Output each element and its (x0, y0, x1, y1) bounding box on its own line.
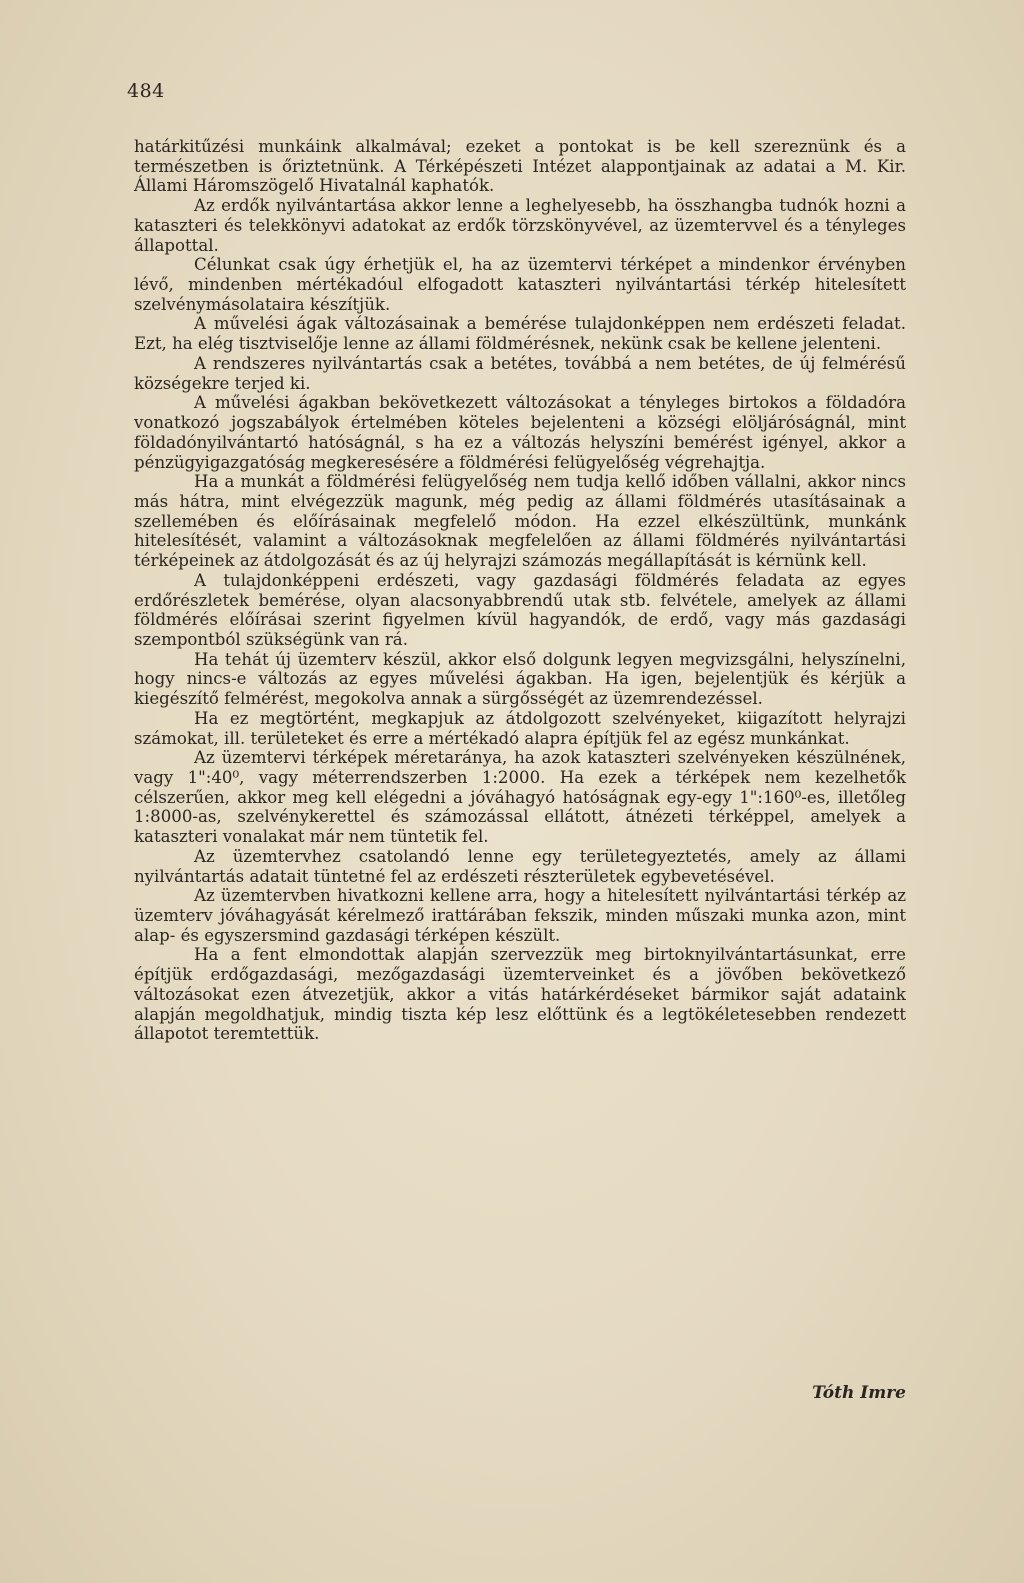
paragraph: Az üzemtervhez csatolandó lenne egy területegyeztetés, amely az állami nyilvántartás adatait tüntetné fel az erdészeti részterületek egybevetésével. (134, 846, 906, 886)
paragraph: Az üzemtervi térképek méretaránya, ha azok kataszteri szelvényeken készülnének, vagy 1":40⁰, vagy méterrendszerben 1:2000. Ha ezek a térképek nem kezelhetők célszerűen, akkor meg kell elégedni a jóváhagyó hatóságnak egy-egy 1":160⁰-es, illetőleg 1:8000-as, szelvénykerettel és számozással ellátott, átnézeti térképpel, amelyek a kataszteri vonalakat már nem tüntetik fel. (134, 748, 906, 847)
paragraph: Az erdők nyilvántartása akkor lenne a leghelyesebb, ha összhangba tudnók hozni a kataszteri és telekkönyvi adatokat az erdők törzskönyvével, az üzemtervvel és a tényleges állapottal. (134, 196, 906, 255)
paragraph: Ha tehát új üzemterv készül, akkor első dolgunk legyen megvizsgálni, helyszínelni, hogy nincs-e változás az egyes művelési ágakban. Ha igen, bejelentjük és kérjük a kiegészítő felmérést, megokolva annak a sürgősségét az üzemrendezéssel. (134, 649, 906, 709)
paragraph: A tulajdonképpeni erdészeti, vagy gazdasági földmérés feladata az egyes erdőrészletek bemérése, olyan alacsonyabbrendű utak stb. felvétele, amelyek az állami földmérés előírásai szerint figyelmen kívül hagyandók, de erdő, vagy más gazdasági szempontból szükségünk van rá. (134, 570, 906, 649)
paragraph: határkitűzési munkáink alkalmával; ezeket a pontokat is be kell szereznünk és a természetben is őriztetnünk. A Térképészeti Intézet alappontjainak az adatai a M. Kir. Állami Háromszögelő Hivatalnál kaphatók. (134, 137, 906, 196)
paragraph: A rendszeres nyilvántartás csak a betétes, továbbá a nem betétes, de új felmérésű községekre terjed ki. (134, 353, 906, 393)
paragraph: A művelési ágakban bekövetkezett változásokat a tényleges birtokos a földadóra vonatkozó jogszabályok értelmében köteles bejelenteni a községi elöljáróságnál, mint földadónyilvántartó hatóságnál, s ha ez a változás helyszíni bemérést igényel, akkor a pénzügyigazgatóság megkeresésére a földmérési felügyelőség végrehajtja. (134, 393, 906, 472)
author-signature: Tóth Imre (812, 1383, 906, 1403)
paragraph: Ha ez megtörtént, megkapjuk az átdolgozott szelvényeket, kiigazított helyrajzi számokat, ill. területeket és erre a mértékadó alapra építjük fel az egész munkánkat. (134, 708, 906, 748)
page-number: 484 (127, 80, 165, 102)
paragraph: Ha a fent elmondottak alapján szervezzük meg birtoknyilvántartásunkat, erre építjük erdőgazdasági, mezőgazdasági üzemterveinket és a jövőben bekövetkező változásokat ezen átvezetjük, akkor a vitás határkérdéseket bármikor saját adataink alapján megoldhatjuk, mindig tiszta kép lesz előttünk és a legtökéletesebben rendezett állapotot teremtettük. (134, 945, 906, 1044)
article-body (134, 137, 906, 1044)
paragraph: Célunkat csak úgy érhetjük el, ha az üzemtervi térképet a mindenkor érvényben lévő, mindenben mértékadóul elfogadott kataszteri nyilvántartási térkép hitelesített szelvénymásolataira készítjük. (134, 255, 906, 314)
paragraph: Ha a munkát a földmérési felügyelőség nem tudja kellő időben vállalni, akkor nincs más hátra, mint elvégezzük magunk, még pedig az állami földmérés utasításainak a szellemében és előírásainak megfelelő módon. Ha ezzel elkészültünk, munkánk hitelesítését, valamint a változásoknak megfelelően az állami földmérés nyilvántartási térképeinek az átdolgozását és az új helyrajzi számozás megállapítását is kérnünk kell. (134, 472, 906, 571)
paragraph: A művelési ágak változásainak a bemérése tulajdonképpen nem erdészeti feladat. Ezt, ha elég tisztviselője lenne az állami földmérésnek, nekünk csak be kellene jelenteni. (134, 314, 906, 354)
paragraph: Az üzemtervben hivatkozni kellene arra, hogy a hitelesített nyilvántartási térkép az üzemterv jóváhagyását kérelmező irattárában fekszik, minden műszaki munka azon, mint alap- és egyszersmind gazdasági térképen készült. (134, 886, 906, 945)
